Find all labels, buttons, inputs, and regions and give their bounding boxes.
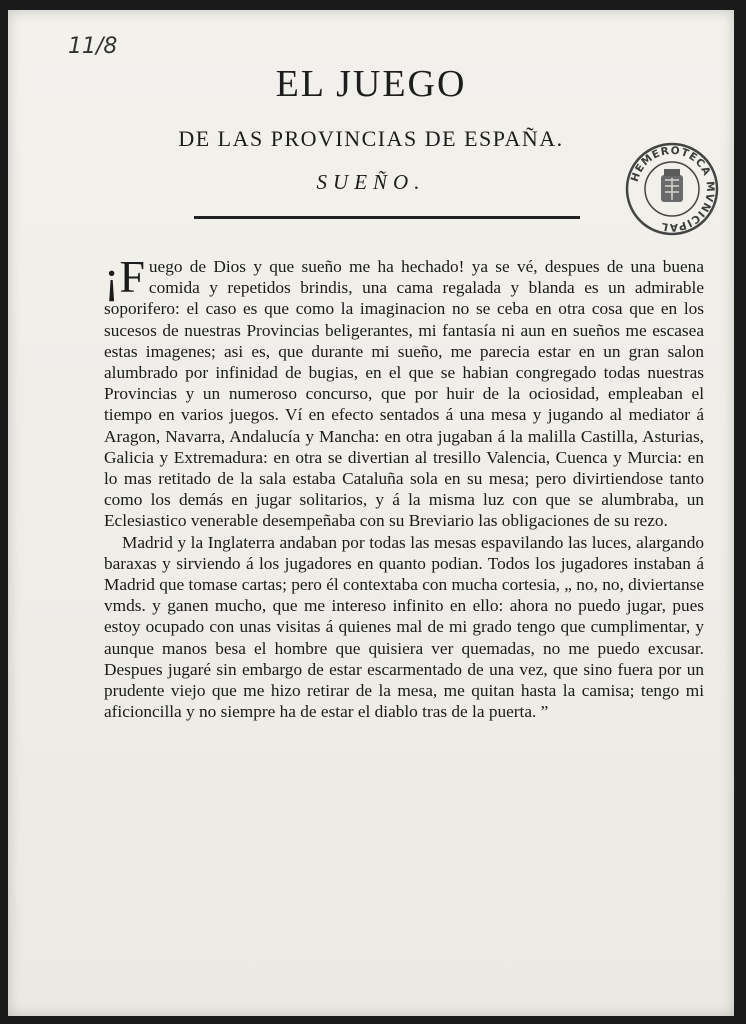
paragraph-1	[104, 251, 704, 532]
divider-rule	[194, 216, 580, 219]
drop-cap: ¡F	[104, 251, 145, 302]
document-page	[8, 10, 734, 1016]
document-subtitle: DE LAS PROVINCIAS DE ESPAÑA.	[178, 126, 564, 151]
section-heading: SUEÑO.	[316, 170, 426, 194]
library-seal-stamp	[625, 142, 719, 236]
paragraph-2: Madrid y la Inglaterra andaban por todas las mesas espavilando las luces, alargando baraxas y sirviendo á los jugadores en quanto podian. Todos los jugadores instaban á Madrid que tomase cartas; pero él contextaba con mucha cortesia, „ no, no, diviertanse vmds. y ganen mucho, que me intereso infinito en ello: ahora no puedo jugar, pues estoy ocupado con unas visitas á quienes mal de mi grado tengo que cumplimentar, y aunque manos besa el hombre que quisiera ver quemadas, no me puedo excusar. Despues jugaré sin embargo de estar escarmentado de una vez, que sino fuera por un prudente viejo que me hizo retirar de la mesa, me quitan hasta la camisa; tengo mi aficioncilla y no siempre ha de estar el diablo tras de la puerta. ”	[104, 532, 704, 722]
svg-text:HEMEROTECA MVNICIPAL: HEMEROTECA MVNICIPAL	[628, 144, 717, 234]
folio-number: 11/8	[68, 34, 118, 59]
document-title: EL JUEGO	[275, 63, 467, 105]
body-text	[104, 251, 704, 722]
paragraph-1-text: uego de Dios y que sueño me ha hechado! ya se vé, despues de una buena comida y repetidos brindis, una cama regalada y blanda es un admirable soporifero: el caso es que como la imaginacion no se ceba en otra cosa que en los sucesos de nuestras Provincias beligerantes, mi fantasía ni aun en sueños me escasea estas imagenes; asi es, que durante mi sueño, me parecia estar en un gran salon alumbrado por infinidad de bugias, en el que se habian congregado todas nuestras Provincias y un numeroso concurso, que por huir de la ociosidad, empleaban el tiempo en varios juegos. Ví en efecto sentados á una mesa y jugando al mediator á Aragon, Navarra, Andalucía y Mancha: en otra jugaban á la malilla Castilla, Asturias, Galicia y Extremadura: en otra se divertian al tresillo Valencia, Cuenca y Murcia: en lo mas retitado de la sala estaba Cataluña sola en su mesa; pero divirtiendose tanto como los demás en jugar solitarios, y á la misma luz con que se alumbraba, un Eclesiastico venerable desempeñaba con su Breviario las obligaciones de su rezo.	[104, 257, 704, 531]
